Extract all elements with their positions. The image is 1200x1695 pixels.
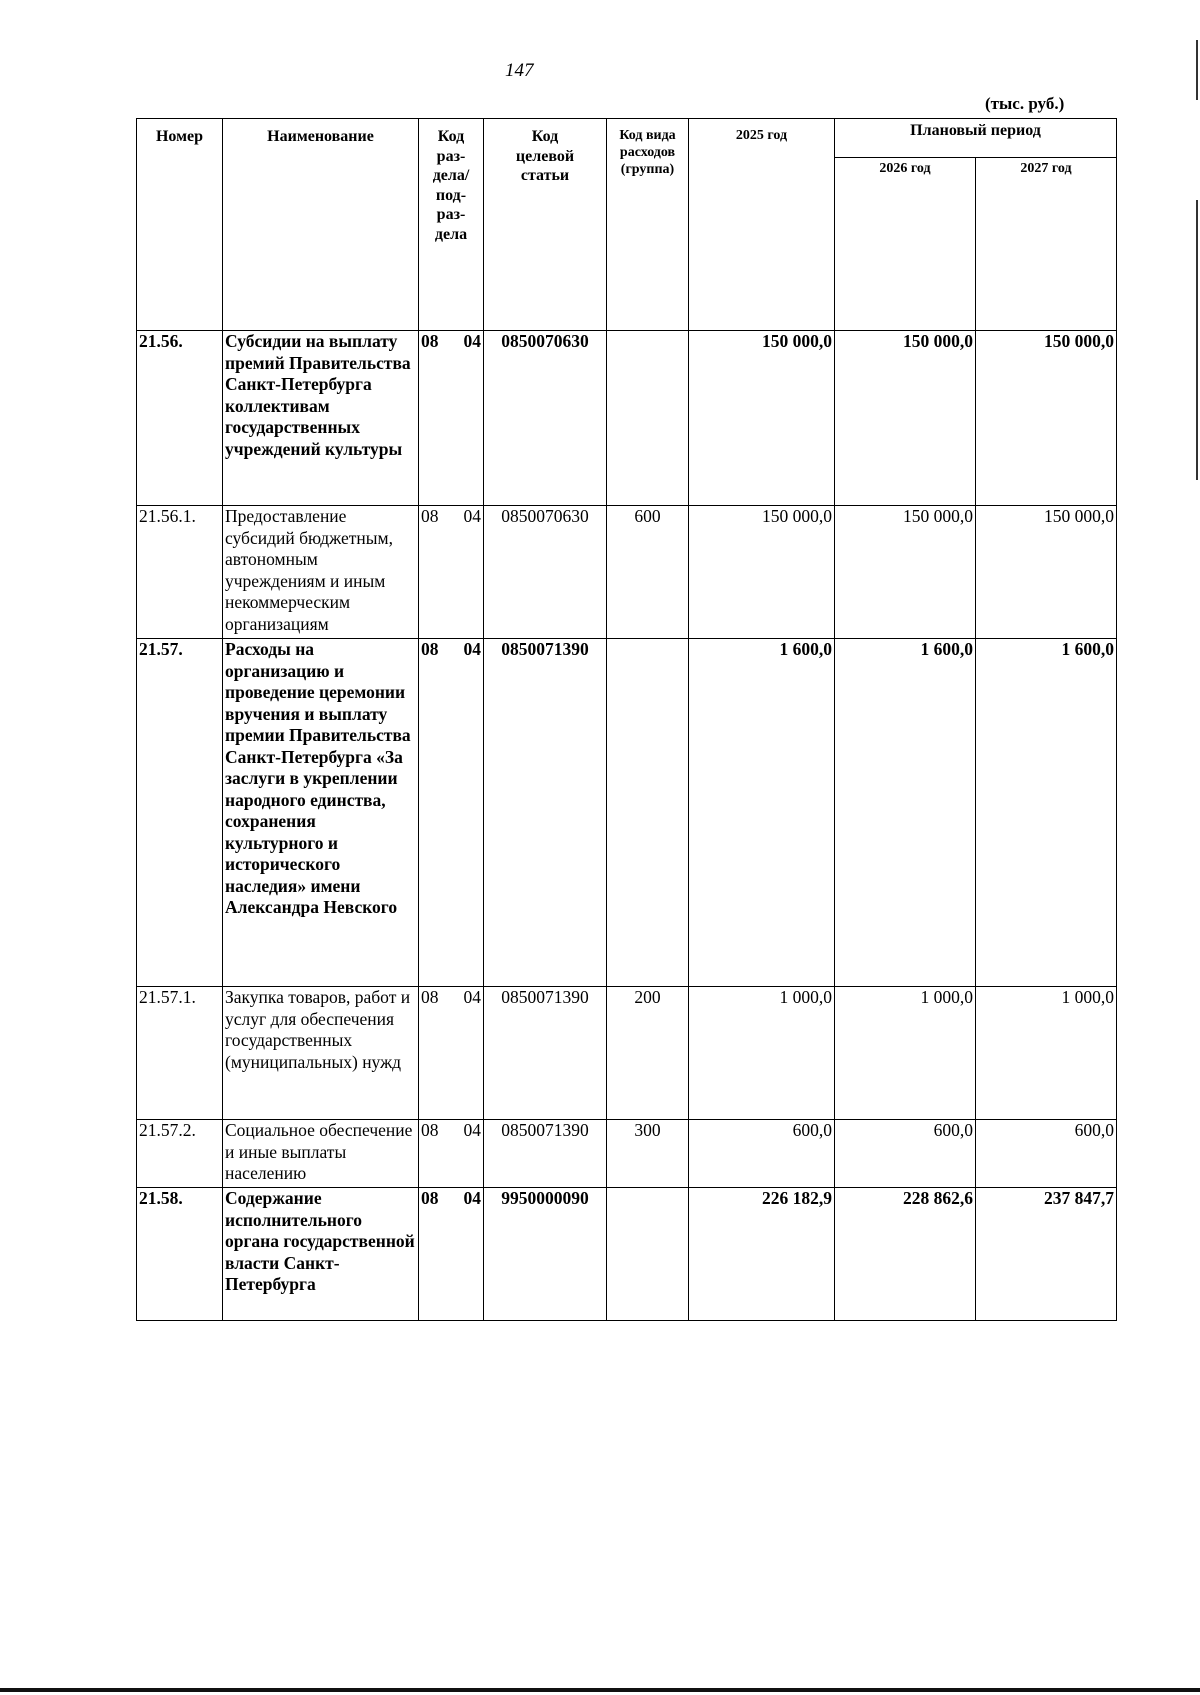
row-section-code bbox=[419, 987, 484, 1120]
row-amount-2026: 600,0 bbox=[835, 1120, 976, 1188]
row-amount-2027: 150 000,0 bbox=[976, 331, 1117, 506]
row-amount-2025: 1 600,0 bbox=[689, 639, 835, 987]
row-name: Предоставление субсидий бюджетным, автономным учреждениям и иным некоммерческим организациям bbox=[223, 506, 419, 639]
row-section-code bbox=[419, 639, 484, 987]
row-section: 08 bbox=[421, 331, 439, 351]
row-name: Расходы на организацию и проведение церемонии вручения и выплату премии Правительства Санкт-Петербурга «За заслуги в укреплении народного единства, сохранения культурного и исторического наследия» имени Александра Невского bbox=[223, 639, 419, 987]
table-row bbox=[137, 1188, 1117, 1321]
table-row bbox=[137, 331, 1117, 506]
col-header-name: Наименование bbox=[223, 119, 419, 331]
table-row bbox=[137, 506, 1117, 639]
row-target-code: 0850071390 bbox=[484, 987, 607, 1120]
row-amount-2025: 1 000,0 bbox=[689, 987, 835, 1120]
row-target-code: 9950000090 bbox=[484, 1188, 607, 1321]
row-section: 08 bbox=[421, 506, 439, 526]
row-section-code bbox=[419, 506, 484, 639]
row-amount-2027: 237 847,7 bbox=[976, 1188, 1117, 1321]
row-number: 21.58. bbox=[137, 1188, 223, 1321]
col-header-2027: 2027 год bbox=[976, 158, 1117, 331]
row-amount-2025: 150 000,0 bbox=[689, 506, 835, 639]
row-amount-2025: 226 182,9 bbox=[689, 1188, 835, 1321]
row-section-code bbox=[419, 1120, 484, 1188]
row-expense-type: 600 bbox=[607, 506, 689, 639]
row-number: 21.57.1. bbox=[137, 987, 223, 1120]
table-row bbox=[137, 639, 1117, 987]
row-expense-type bbox=[607, 639, 689, 987]
row-number: 21.56. bbox=[137, 331, 223, 506]
row-amount-2026: 1 000,0 bbox=[835, 987, 976, 1120]
row-section: 08 bbox=[421, 1120, 439, 1140]
row-subsection: 04 bbox=[463, 331, 481, 351]
scan-edge-mark bbox=[1196, 40, 1198, 100]
row-name: Социальное обеспечение и иные выплаты населению bbox=[223, 1120, 419, 1188]
row-subsection: 04 bbox=[463, 506, 481, 526]
row-name: Субсидии на выплату премий Правительства Санкт-Петербурга коллективам государственных учреждений культуры bbox=[223, 331, 419, 506]
row-number: 21.56.1. bbox=[137, 506, 223, 639]
col-header-section: Код раз-дела/ под-раз-дела bbox=[419, 119, 484, 331]
row-target-code: 0850070630 bbox=[484, 331, 607, 506]
row-subsection: 04 bbox=[463, 639, 481, 659]
table-row bbox=[137, 1120, 1117, 1188]
budget-table bbox=[136, 118, 1117, 1321]
row-expense-type bbox=[607, 1188, 689, 1321]
row-target-code: 0850070630 bbox=[484, 506, 607, 639]
row-amount-2025: 600,0 bbox=[689, 1120, 835, 1188]
row-expense-type: 200 bbox=[607, 987, 689, 1120]
row-name: Содержание исполнительного органа государственной власти Санкт-Петербурга bbox=[223, 1188, 419, 1321]
row-amount-2027: 150 000,0 bbox=[976, 506, 1117, 639]
row-number: 21.57. bbox=[137, 639, 223, 987]
col-header-planned-period: Плановый период bbox=[835, 119, 1117, 158]
row-amount-2025: 150 000,0 bbox=[689, 331, 835, 506]
col-header-target: Код целевой статьи bbox=[484, 119, 607, 331]
col-header-2025: 2025 год bbox=[689, 119, 835, 331]
units-label: (тыс. руб.) bbox=[985, 94, 1065, 113]
row-amount-2027: 1 000,0 bbox=[976, 987, 1117, 1120]
row-subsection: 04 bbox=[463, 1188, 481, 1208]
row-number: 21.57.2. bbox=[137, 1120, 223, 1188]
row-expense-type: 300 bbox=[607, 1120, 689, 1188]
table-header-row bbox=[137, 119, 1117, 158]
page-number: 147 bbox=[505, 60, 534, 81]
row-section: 08 bbox=[421, 639, 439, 659]
table-row bbox=[137, 987, 1117, 1120]
col-header-2026: 2026 год bbox=[835, 158, 976, 331]
row-target-code: 0850071390 bbox=[484, 1120, 607, 1188]
row-amount-2026: 1 600,0 bbox=[835, 639, 976, 987]
row-expense-type bbox=[607, 331, 689, 506]
row-section: 08 bbox=[421, 987, 439, 1007]
col-header-expense-type: Код вида расходов (группа) bbox=[607, 119, 689, 331]
scan-edge-mark bbox=[1196, 200, 1198, 480]
col-header-number: Номер bbox=[137, 119, 223, 331]
row-subsection: 04 bbox=[463, 987, 481, 1007]
row-name: Закупка товаров, работ и услуг для обеспечения государственных (муниципальных) нужд bbox=[223, 987, 419, 1120]
row-section: 08 bbox=[421, 1188, 439, 1208]
row-target-code: 0850071390 bbox=[484, 639, 607, 987]
row-amount-2027: 600,0 bbox=[976, 1120, 1117, 1188]
row-amount-2027: 1 600,0 bbox=[976, 639, 1117, 987]
row-subsection: 04 bbox=[463, 1120, 481, 1140]
row-section-code bbox=[419, 1188, 484, 1321]
row-section-code bbox=[419, 331, 484, 506]
scan-bottom-bar bbox=[0, 1688, 1200, 1692]
row-amount-2026: 150 000,0 bbox=[835, 331, 976, 506]
row-amount-2026: 150 000,0 bbox=[835, 506, 976, 639]
row-amount-2026: 228 862,6 bbox=[835, 1188, 976, 1321]
